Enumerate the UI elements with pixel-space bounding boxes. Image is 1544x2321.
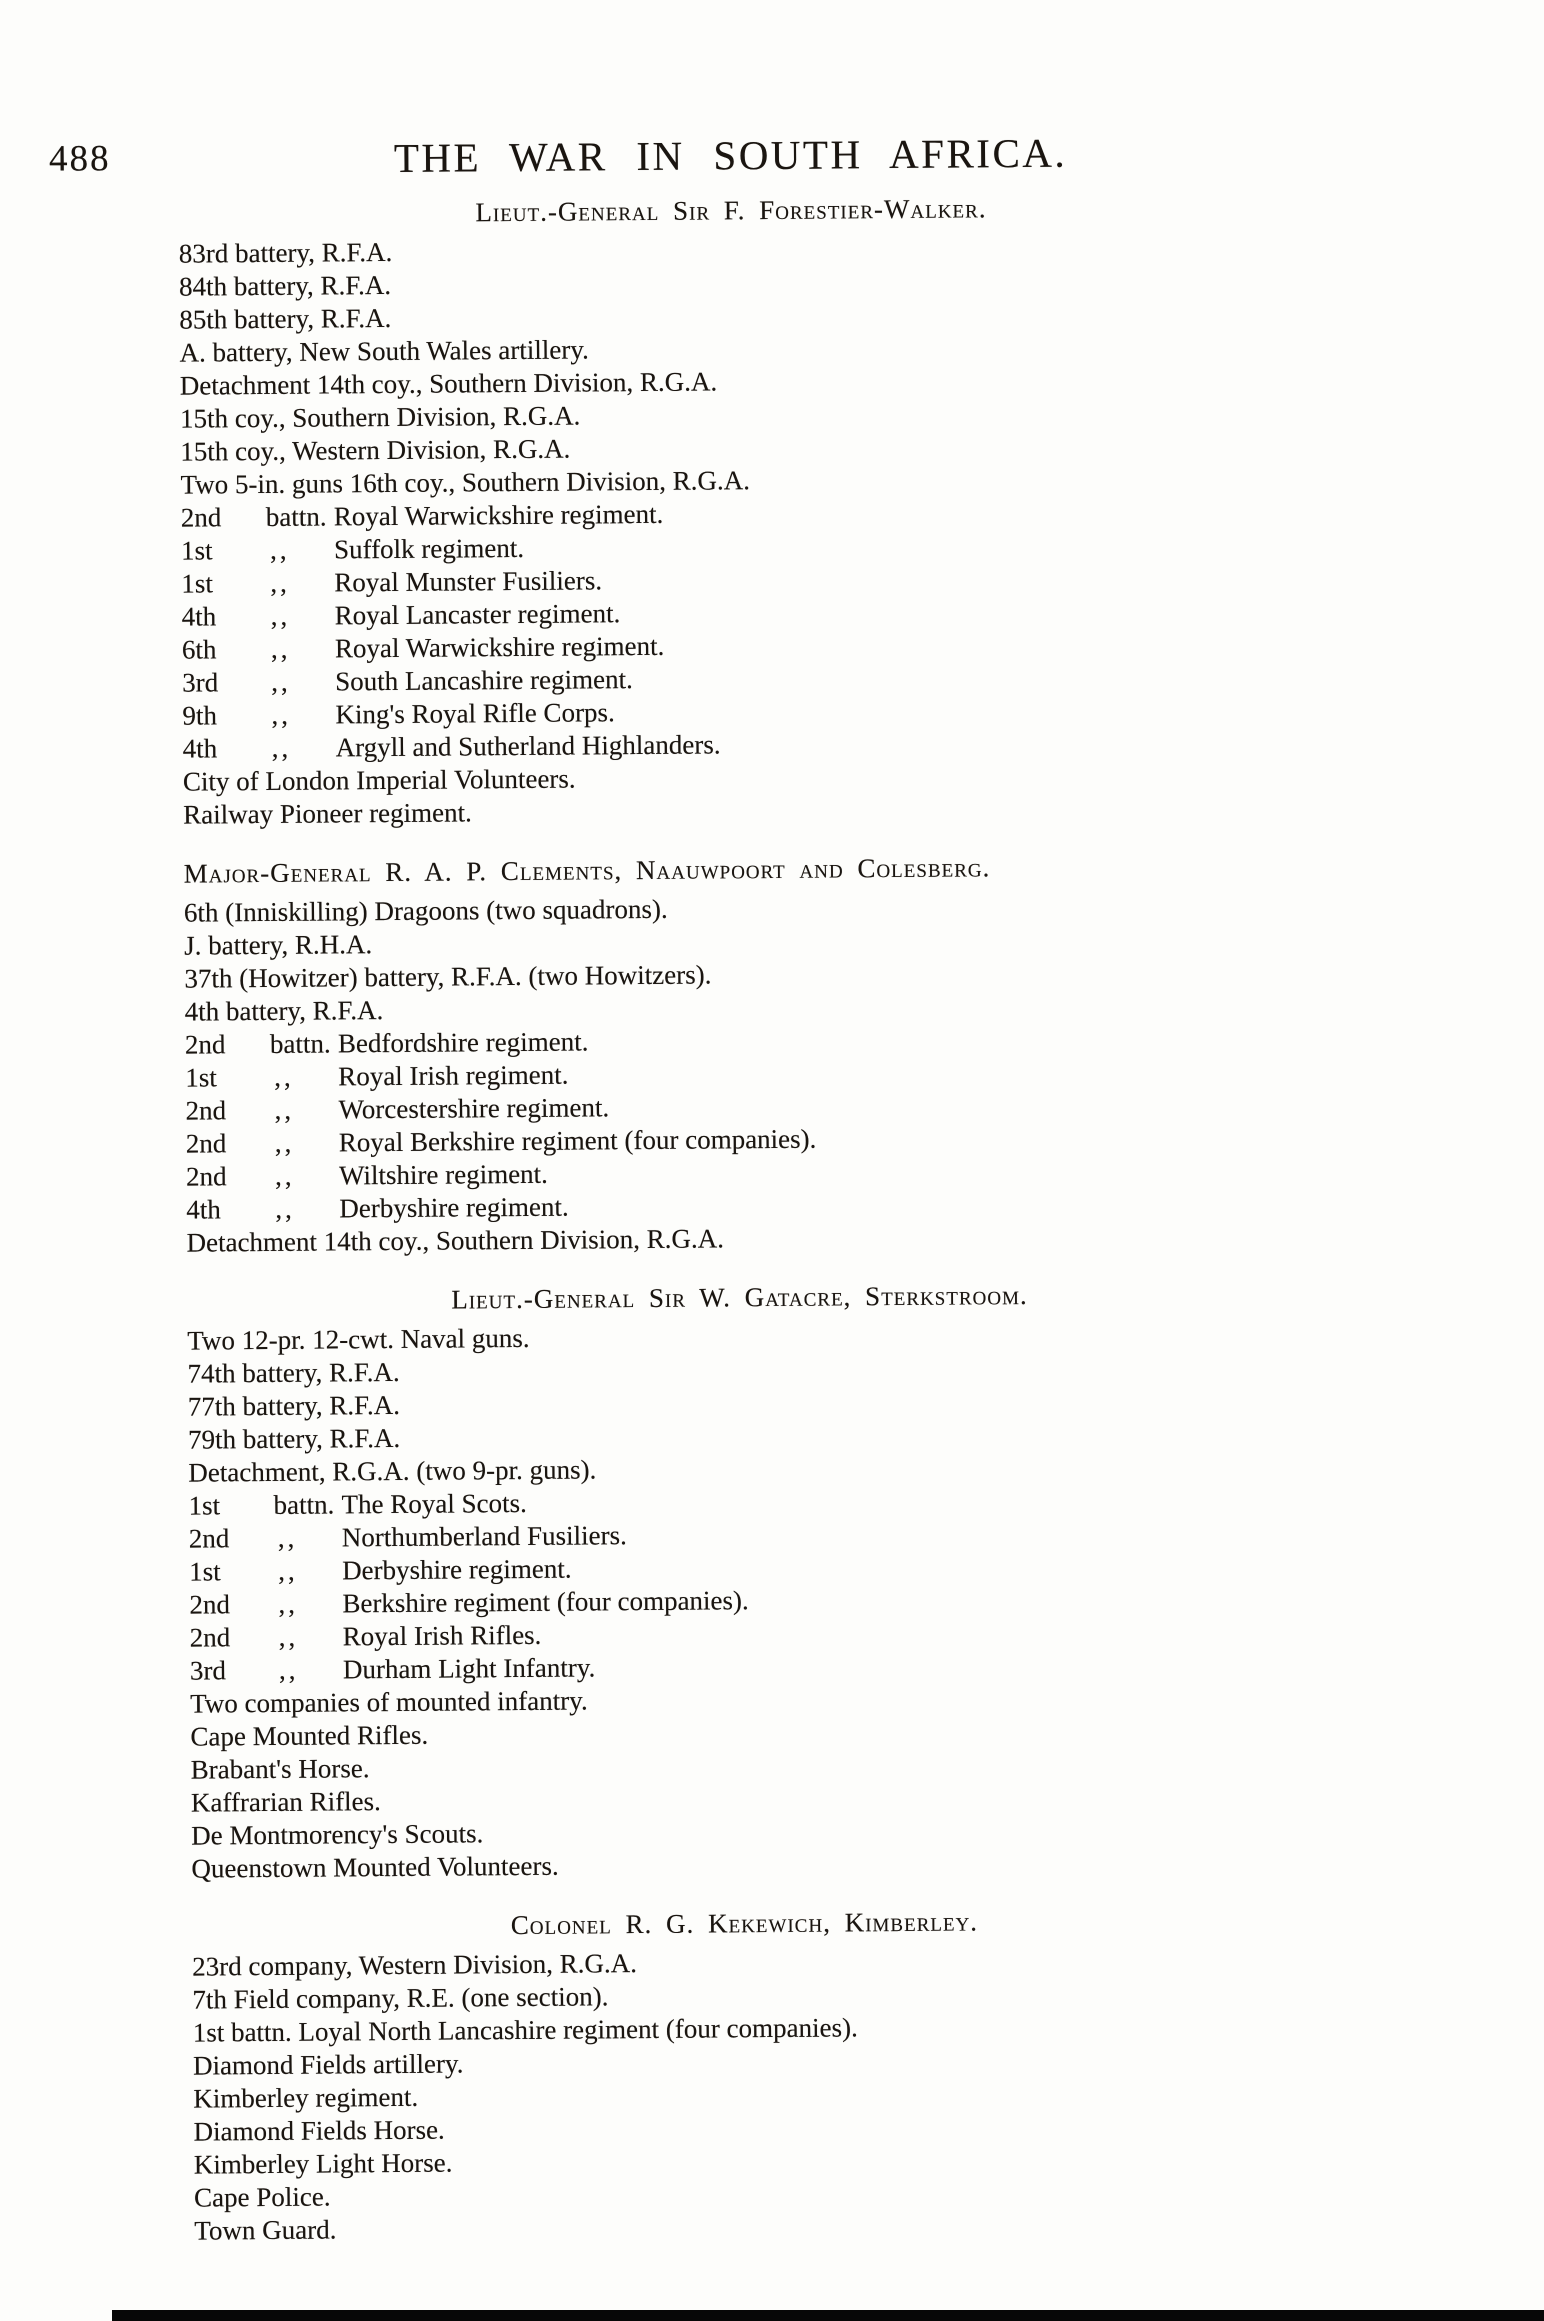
unit-line: 84th battery, R.F.A. — [178, 269, 392, 302]
unit-ordinal: 3rd — [182, 667, 219, 698]
unit-ordinal: 1st — [189, 1556, 221, 1587]
unit-line: A. battery, New South Wales artillery. — [179, 334, 589, 368]
unit-name: Royal Warwickshire regiment. — [333, 498, 664, 532]
unit-name: Northumberland Fusiliers. — [341, 1520, 627, 1553]
unit-list — [179, 229, 1289, 832]
unit-line: Railway Pioneer regiment. — [183, 797, 472, 830]
unit-name: The Royal Scots. — [341, 1487, 527, 1520]
unit-ordinal: 1st — [180, 535, 213, 566]
unit-ordinal: 4th — [182, 733, 218, 764]
section-heading: Major-General R. A. P. Clements, Naauwpoort and Colesberg. — [183, 852, 991, 889]
unit-line: 4th battery, R.F.A. — [184, 995, 384, 1027]
unit-ordinal: 2nd — [184, 1029, 226, 1060]
unit-name: South Lancashire regiment. — [335, 664, 633, 697]
unit-line: Kimberley regiment. — [193, 2081, 419, 2114]
unit-name: Wiltshire regiment. — [338, 1158, 548, 1191]
page-number: 488 — [48, 138, 111, 180]
unit-line: Kaffrarian Rifles. — [190, 1786, 381, 1818]
unit-line: J. battery, R.H.A. — [184, 929, 373, 961]
ditto-mark: ,, — [270, 633, 291, 664]
unit-line: 23rd company, Western Division, R.G.A. — [192, 1948, 638, 1982]
unit-name: King's Royal Rifle Corps. — [335, 697, 615, 730]
unit-name: Derbyshire regiment. — [339, 1191, 569, 1224]
battalion-label: battn. — [269, 1028, 331, 1059]
ditto-mark: ,, — [269, 534, 290, 565]
unit-ordinal: 2nd — [185, 1095, 227, 1126]
section — [192, 1901, 1300, 2248]
unit-line: 15th coy., Western Division, R.G.A. — [180, 433, 571, 467]
ditto-mark: ,, — [278, 1588, 298, 1619]
unit-name: Durham Light Infantry. — [342, 1652, 596, 1685]
unit-ordinal: 3rd — [189, 1655, 227, 1686]
unit-line: Cape Mounted Rifles. — [190, 1719, 429, 1752]
unit-line: De Montmorency's Scouts. — [191, 1818, 484, 1851]
unit-ordinal: 2nd — [180, 502, 222, 533]
battalion-label: battn. — [273, 1489, 335, 1520]
unit-list — [184, 888, 1292, 1260]
unit-line: 1st battn. Loyal North Lancashire regiment (four companies). — [192, 2012, 858, 2048]
unit-ordinal: 6th — [181, 634, 217, 665]
unit-line: 37th (Howitzer) battery, R.F.A. (two Howitzers). — [184, 959, 712, 994]
unit-name: Worcestershire regiment. — [338, 1092, 610, 1125]
unit-line: Two companies of mounted infantry. — [190, 1685, 588, 1719]
unit-line: 7th Field company, R.E. (one section). — [192, 1981, 609, 2015]
unit-line: Detachment 14th coy., Southern Division, R.G.A. — [186, 1223, 725, 1258]
ditto-mark: ,, — [274, 1061, 294, 1092]
section — [187, 1275, 1297, 1886]
unit-name: Argyll and Sutherland Highlanders. — [335, 729, 721, 763]
section — [178, 188, 1288, 832]
unit-ordinal: 4th — [181, 601, 217, 632]
unit-list — [187, 1316, 1296, 1886]
unit-line: Brabant's Horse. — [190, 1753, 370, 1785]
unit-line: 79th battery, R.F.A. — [187, 1422, 401, 1455]
unit-name: Royal Berkshire regiment (four companies). — [338, 1123, 817, 1158]
ditto-mark: ,, — [275, 1193, 295, 1224]
unit-line: Detachment, R.G.A. (two 9-pr. guns). — [188, 1454, 597, 1488]
unit-name: Suffolk regiment. — [333, 532, 525, 565]
unit-name: Royal Lancaster regiment. — [334, 598, 621, 631]
unit-line: 85th battery, R.F.A. — [179, 302, 392, 335]
ditto-mark: ,, — [274, 1160, 295, 1191]
unit-ordinal: 1st — [188, 1490, 221, 1521]
ditto-mark: ,, — [271, 699, 292, 730]
section-heading: Colonel R. G. Kekewich, Kimberley. — [510, 1906, 979, 1941]
ditto-mark: ,, — [270, 600, 291, 631]
ditto-mark: ,, — [278, 1555, 298, 1586]
unit-ordinal: 1st — [185, 1062, 217, 1093]
ditto-mark: ,, — [278, 1654, 299, 1685]
unit-ordinal: 2nd — [188, 1523, 230, 1554]
unit-ordinal: 2nd — [185, 1161, 227, 1192]
unit-line: 15th coy., Southern Division, R.G.A. — [179, 400, 581, 434]
unit-name: Derbyshire regiment. — [341, 1553, 572, 1586]
sections — [178, 188, 1299, 2248]
unit-line: Queenstown Mounted Volunteers. — [191, 1850, 559, 1884]
ditto-mark: ,, — [274, 1094, 295, 1125]
unit-line: 77th battery, R.F.A. — [187, 1389, 401, 1422]
unit-list — [192, 1942, 1299, 2248]
ditto-mark: ,, — [271, 732, 292, 763]
unit-line: City of London Imperial Volunteers. — [182, 763, 576, 797]
unit-line: 83rd battery, R.F.A. — [178, 236, 393, 269]
unit-line: Diamond Fields Horse. — [193, 2114, 445, 2147]
ditto-mark: ,, — [270, 567, 290, 598]
ditto-mark: ,, — [274, 1127, 295, 1158]
ditto-mark: ,, — [271, 666, 291, 697]
unit-ordinal: 1st — [181, 568, 213, 599]
unit-line: 74th battery, R.F.A. — [187, 1356, 400, 1389]
unit-ordinal: 2nd — [189, 1622, 231, 1653]
scan-edge-shadow — [112, 2310, 1544, 2321]
unit-line: Diamond Fields artillery. — [192, 2048, 464, 2081]
ditto-mark: ,, — [278, 1621, 299, 1652]
unit-line: Kimberley Light Horse. — [193, 2147, 453, 2180]
unit-line: Two 5-in. guns 16th coy., Southern Division, R.G.A. — [180, 465, 751, 500]
unit-line: Detachment 14th coy., Southern Division, R.G.A. — [179, 366, 718, 401]
page-title: THE WAR IN SOUTH AFRICA. — [393, 129, 1068, 181]
unit-ordinal: 9th — [182, 700, 218, 731]
battalion-label: battn. — [265, 501, 327, 532]
unit-ordinal: 2nd — [189, 1589, 230, 1620]
unit-name: Royal Irish regiment. — [338, 1059, 569, 1092]
unit-ordinal: 4th — [186, 1194, 221, 1225]
section-heading: Lieut.-General Sir W. Gatacre, Sterkstroom. — [451, 1280, 1028, 1315]
unit-line: Cape Police. — [193, 2181, 331, 2213]
unit-line: Town Guard. — [194, 2214, 337, 2246]
unit-name: Berkshire regiment (four companies). — [342, 1585, 749, 1619]
unit-name: Royal Munster Fusiliers. — [334, 565, 603, 598]
unit-name: Royal Warwickshire regiment. — [334, 630, 665, 664]
section-heading: Lieut.-General Sir F. Forestier-Walker. — [475, 193, 987, 228]
ditto-mark: ,, — [277, 1522, 298, 1553]
unit-name: Bedfordshire regiment. — [337, 1026, 589, 1059]
unit-ordinal: 2nd — [185, 1128, 227, 1159]
page-content-column — [177, 0, 1300, 2248]
unit-line: 6th (Inniskilling) Dragoons (two squadrons). — [183, 893, 668, 928]
unit-line: Two 12-pr. 12-cwt. Naval guns. — [187, 1322, 530, 1356]
unit-name: Royal Irish Rifles. — [342, 1619, 542, 1652]
section — [183, 847, 1291, 1260]
